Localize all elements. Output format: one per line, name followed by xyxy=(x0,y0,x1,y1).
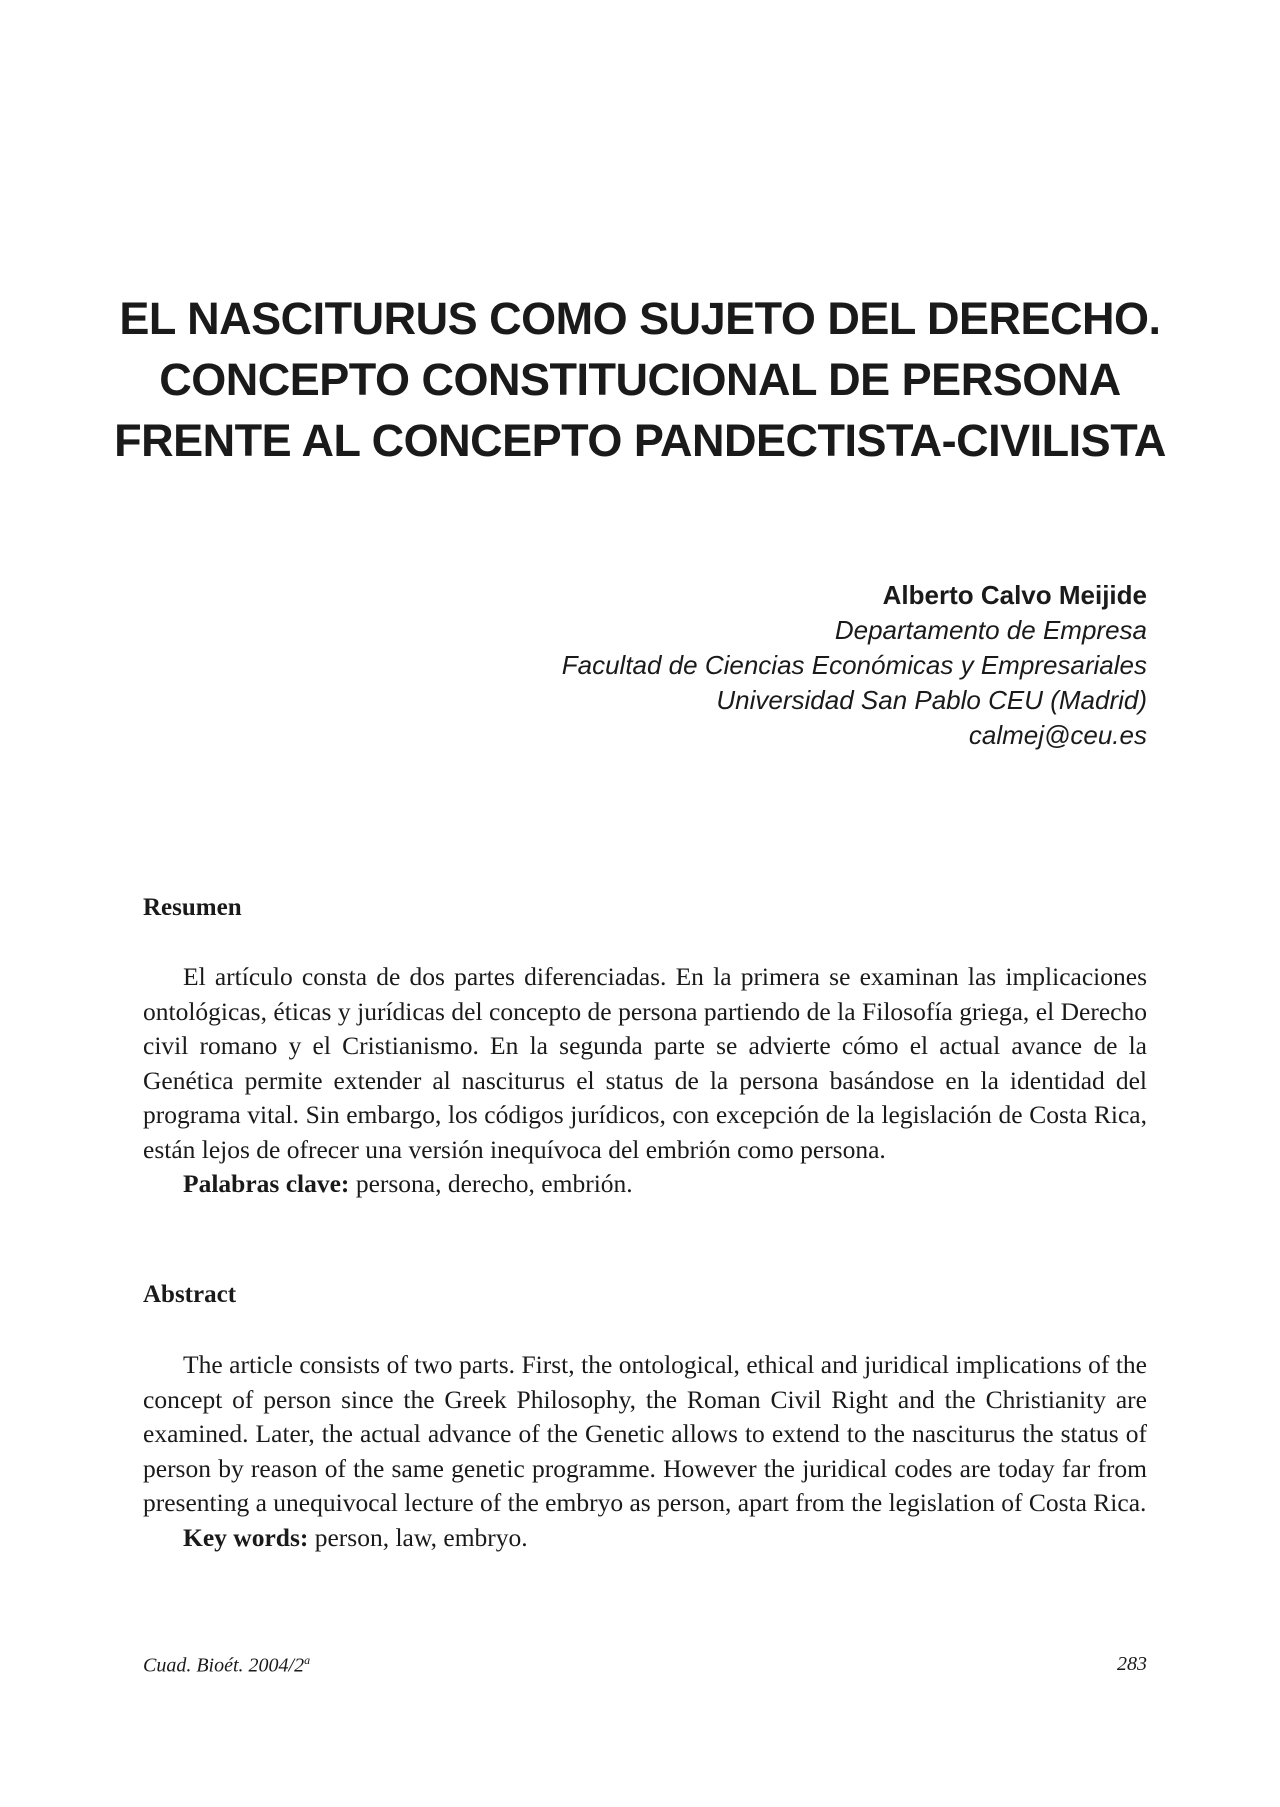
resumen-keywords xyxy=(143,1167,1147,1202)
resumen-section xyxy=(143,960,1147,1202)
abstract-section xyxy=(143,1348,1147,1555)
paper-title xyxy=(100,288,1180,471)
resumen-keywords-label: Palabras clave: xyxy=(183,1169,350,1198)
title-line-1: EL NASCITURUS COMO SUJETO DEL DERECHO. xyxy=(119,293,1161,344)
journal-issue-sup: a xyxy=(304,1653,311,1667)
resumen-keywords-list: persona, derecho, embrión. xyxy=(355,1169,633,1198)
abstract-heading-wrap xyxy=(143,1280,1147,1310)
author-email: calmej@ceu.es xyxy=(968,720,1147,750)
resumen-body: El artículo consta de dos partes diferenciadas. En la primera se examinan las implicaciones ontológicas, éticas y jurídicas del concepto de persona partiendo de la Filosofía griega, el Derecho civil romano y el Cristianismo. En la segunda parte se advierte cómo el actual avance de la Genética permite extender al nasciturus el status de la persona basándose en la identidad del programa vital. Sin embargo, los códigos jurídicos, con excepción de la legislación de Costa Rica, están lejos de ofrecer una versión inequívoca del embrión como persona. xyxy=(143,962,1147,1164)
resumen-heading: Resumen xyxy=(143,894,242,921)
title-line-2: CONCEPTO CONSTITUCIONAL DE PERSONA xyxy=(159,354,1121,405)
author-university: Universidad San Pablo CEU (Madrid) xyxy=(716,685,1147,715)
journal-name: Cuad. Bioét. 2004/2 xyxy=(143,1654,305,1677)
author-faculty: Facultad de Ciencias Económicas y Empresariales xyxy=(561,650,1147,680)
page-number: 283 xyxy=(1117,1653,1147,1675)
abstract-keywords-label: Key words: xyxy=(183,1522,309,1552)
abstract-heading: Abstract xyxy=(143,1281,237,1308)
title-line-3: FRENTE AL CONCEPTO PANDECTISTA-CIVILISTA xyxy=(114,415,1166,466)
abstract-body: The article consists of two parts. First, the ontological, ethical and juridical implications of the concept of person since the Greek Philosophy, the Roman Civil Right and the Christianity are examined. Later, the actual advance of the Genetic allows to extend to the nasciturus the status of person by reason of the same genetic programme. However the juridical codes are today far from presenting a unequivocal lecture of the embryo as person, apart from the legislation of Costa Rica. xyxy=(143,1350,1147,1517)
author-block xyxy=(562,578,1147,753)
resumen-heading-wrap xyxy=(143,893,1147,923)
abstract-keywords xyxy=(143,1521,1147,1556)
journal-citation xyxy=(143,1653,310,1678)
author-department: Departamento de Empresa xyxy=(834,615,1147,645)
abstract-keywords-list: person, law, embryo. xyxy=(314,1522,528,1552)
author-name: Alberto Calvo Meijide xyxy=(882,580,1147,610)
page-footer xyxy=(143,1653,1147,1678)
